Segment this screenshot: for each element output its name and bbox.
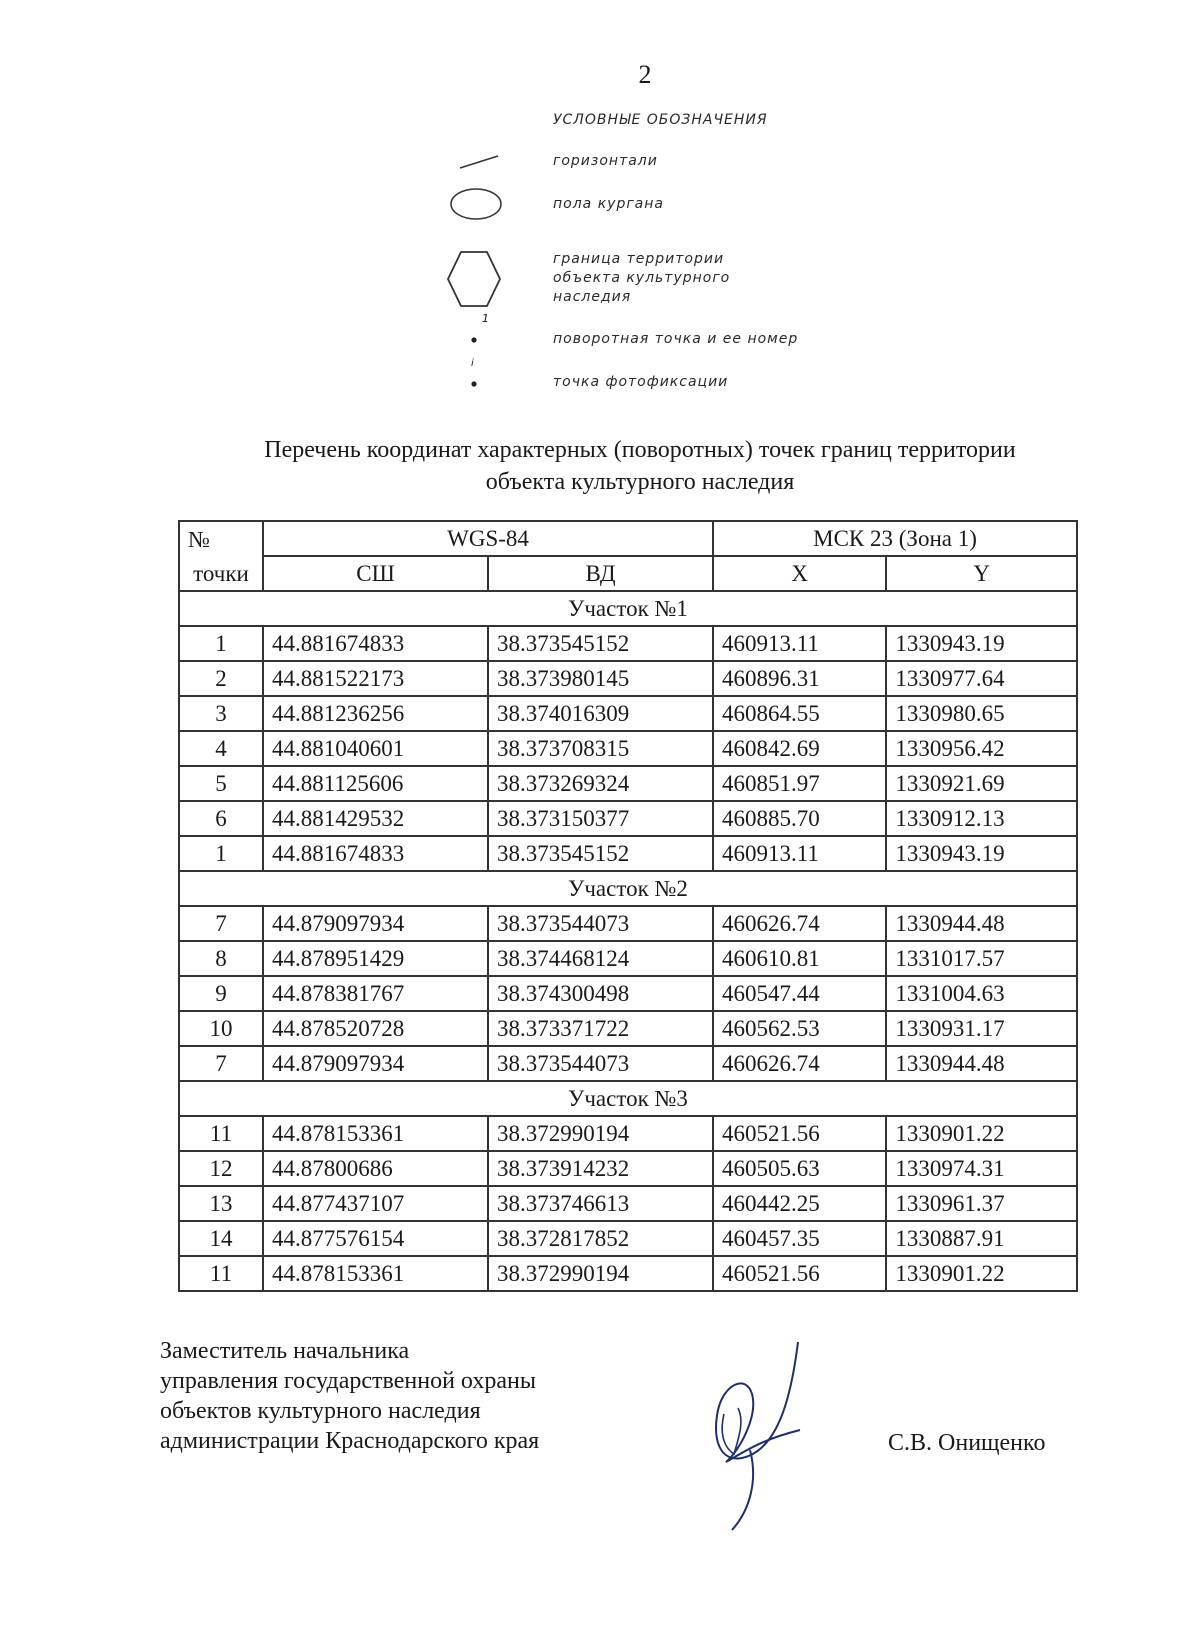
- longitude-cell: 38.373269324: [488, 766, 713, 801]
- point-number-cell: 4: [179, 731, 263, 766]
- header-latitude: СШ: [263, 556, 488, 591]
- x-cell: 460521.56: [713, 1256, 886, 1291]
- longitude-cell: 38.372817852: [488, 1221, 713, 1256]
- x-cell: 460913.11: [713, 836, 886, 871]
- section-row: [179, 871, 1077, 906]
- header-point-label: точки: [179, 556, 263, 591]
- latitude-cell: 44.87800686: [263, 1151, 488, 1186]
- table-row: [179, 1186, 1077, 1221]
- signatory-position: Заместитель начальника управления государственной охраны объектов культурного наследия администрации Краснодарского края: [160, 1338, 540, 1454]
- point-number-cell: 10: [179, 1011, 263, 1046]
- latitude-cell: 44.878381767: [263, 976, 488, 1011]
- table-subheader-row: [179, 556, 1077, 591]
- longitude-cell: 38.373746613: [488, 1186, 713, 1221]
- point-number-cell: 14: [179, 1221, 263, 1256]
- longitude-cell: 38.374300498: [488, 976, 713, 1011]
- point-number-cell: 11: [179, 1116, 263, 1151]
- section-row: [179, 591, 1077, 626]
- ellipse-icon: [446, 186, 526, 226]
- x-cell: 460457.35: [713, 1221, 886, 1256]
- section-title: Участок №2: [179, 871, 1077, 906]
- legend-title: УСЛОВНЫЕ ОБОЗНАЧЕНИЯ: [553, 112, 768, 128]
- latitude-cell: 44.881674833: [263, 626, 488, 661]
- table-row: [179, 801, 1077, 836]
- longitude-cell: 38.373150377: [488, 801, 713, 836]
- table-row: [179, 661, 1077, 696]
- header-longitude: ВД: [488, 556, 713, 591]
- header-x: X: [713, 556, 886, 591]
- longitude-cell: 38.373544073: [488, 1046, 713, 1081]
- y-cell: 1330980.65: [886, 696, 1077, 731]
- point-number-cell: 5: [179, 766, 263, 801]
- longitude-cell: 38.373544073: [488, 906, 713, 941]
- table-heading-line-1: Перечень координат характерных (поворотных) точек границ территории: [264, 437, 1016, 463]
- longitude-cell: 38.372990194: [488, 1256, 713, 1291]
- point-number-cell: 6: [179, 801, 263, 836]
- photo-point-marker: i: [471, 358, 474, 369]
- legend-label-boundary: граница территории объекта культурного наследия: [553, 251, 731, 305]
- latitude-cell: 44.877576154: [263, 1221, 488, 1256]
- longitude-cell: 38.373545152: [488, 836, 713, 871]
- point-number-cell: 11: [179, 1256, 263, 1291]
- longitude-cell: 38.374016309: [488, 696, 713, 731]
- longitude-cell: 38.373980145: [488, 661, 713, 696]
- hexagon-icon: [444, 248, 524, 314]
- longitude-cell: 38.373371722: [488, 1011, 713, 1046]
- latitude-cell: 44.881236256: [263, 696, 488, 731]
- x-cell: 460913.11: [713, 626, 886, 661]
- x-cell: 460851.97: [713, 766, 886, 801]
- table-row: [179, 1011, 1077, 1046]
- latitude-cell: 44.879097934: [263, 906, 488, 941]
- turning-point-marker: 1: [482, 312, 489, 325]
- table-header-row: [179, 521, 1077, 556]
- section-title: Участок №3: [179, 1081, 1077, 1116]
- coordinates-table: [178, 520, 1078, 1292]
- table-body: [179, 591, 1077, 1291]
- point-number-cell: 12: [179, 1151, 263, 1186]
- latitude-cell: 44.877437107: [263, 1186, 488, 1221]
- latitude-cell: 44.878951429: [263, 941, 488, 976]
- legend-label-turning-point: поворотная точка и ее номер: [553, 331, 799, 347]
- y-cell: 1330912.13: [886, 801, 1077, 836]
- longitude-cell: 38.373545152: [488, 626, 713, 661]
- table-heading: [150, 434, 1130, 498]
- photo-point-icon: [458, 358, 498, 392]
- longitude-cell: 38.374468124: [488, 941, 713, 976]
- point-number-cell: 3: [179, 696, 263, 731]
- latitude-cell: 44.878520728: [263, 1011, 488, 1046]
- point-number-cell: 7: [179, 906, 263, 941]
- y-cell: 1330901.22: [886, 1256, 1077, 1291]
- table-row: [179, 1221, 1077, 1256]
- header-point-number: №: [179, 521, 263, 556]
- y-cell: 1330956.42: [886, 731, 1077, 766]
- y-cell: 1330931.17: [886, 1011, 1077, 1046]
- section-title: Участок №1: [179, 591, 1077, 626]
- latitude-cell: 44.881522173: [263, 661, 488, 696]
- table-row: [179, 1046, 1077, 1081]
- y-cell: 1330901.22: [886, 1116, 1077, 1151]
- point-number-cell: 8: [179, 941, 263, 976]
- latitude-cell: 44.881125606: [263, 766, 488, 801]
- page-number: 2: [638, 60, 652, 89]
- point-number-cell: 1: [179, 836, 263, 871]
- x-cell: 460885.70: [713, 801, 886, 836]
- x-cell: 460505.63: [713, 1151, 886, 1186]
- x-cell: 460610.81: [713, 941, 886, 976]
- handwritten-signature: [680, 1330, 820, 1550]
- x-cell: 460896.31: [713, 661, 886, 696]
- x-cell: 460521.56: [713, 1116, 886, 1151]
- x-cell: 460626.74: [713, 906, 886, 941]
- header-wgs84: WGS-84: [263, 521, 713, 556]
- x-cell: 460842.69: [713, 731, 886, 766]
- latitude-cell: 44.879097934: [263, 1046, 488, 1081]
- turning-point-icon: [458, 314, 498, 348]
- section-row: [179, 1081, 1077, 1116]
- point-number-cell: 13: [179, 1186, 263, 1221]
- table-row: [179, 941, 1077, 976]
- point-number-cell: 9: [179, 976, 263, 1011]
- latitude-cell: 44.881040601: [263, 731, 488, 766]
- x-cell: 460626.74: [713, 1046, 886, 1081]
- table-row: [179, 626, 1077, 661]
- table-row: [179, 1116, 1077, 1151]
- legend-label-mound: пола кургана: [553, 196, 664, 212]
- latitude-cell: 44.878153361: [263, 1256, 488, 1291]
- table-row: [179, 766, 1077, 801]
- point-number-cell: 7: [179, 1046, 263, 1081]
- y-cell: 1330944.48: [886, 1046, 1077, 1081]
- contour-line-icon: [458, 152, 538, 172]
- y-cell: 1331017.57: [886, 941, 1077, 976]
- table-row: [179, 731, 1077, 766]
- table-row: [179, 696, 1077, 731]
- signatory-name: С.В. Онищенко: [888, 1430, 1046, 1456]
- y-cell: 1330944.48: [886, 906, 1077, 941]
- table-row: [179, 1151, 1077, 1186]
- table-row: [179, 906, 1077, 941]
- x-cell: 460864.55: [713, 696, 886, 731]
- x-cell: 460547.44: [713, 976, 886, 1011]
- longitude-cell: 38.373914232: [488, 1151, 713, 1186]
- y-cell: 1330977.64: [886, 661, 1077, 696]
- point-number-cell: 2: [179, 661, 263, 696]
- y-cell: 1330961.37: [886, 1186, 1077, 1221]
- y-cell: 1330921.69: [886, 766, 1077, 801]
- y-cell: 1330943.19: [886, 626, 1077, 661]
- legend-label-photo-point: точка фотофиксации: [553, 374, 729, 390]
- y-cell: 1330974.31: [886, 1151, 1077, 1186]
- y-cell: 1330887.91: [886, 1221, 1077, 1256]
- y-cell: 1330943.19: [886, 836, 1077, 871]
- point-number-cell: 1: [179, 626, 263, 661]
- x-cell: 460562.53: [713, 1011, 886, 1046]
- header-y: Y: [886, 556, 1077, 591]
- table-row: [179, 1256, 1077, 1291]
- table-row: [179, 836, 1077, 871]
- table-row: [179, 976, 1077, 1011]
- table-heading-line-2: объекта культурного наследия: [485, 469, 795, 495]
- header-msk23: МСК 23 (Зона 1): [713, 521, 1077, 556]
- latitude-cell: 44.878153361: [263, 1116, 488, 1151]
- latitude-cell: 44.881429532: [263, 801, 488, 836]
- x-cell: 460442.25: [713, 1186, 886, 1221]
- legend-label-contours: горизонтали: [553, 153, 658, 169]
- longitude-cell: 38.373708315: [488, 731, 713, 766]
- latitude-cell: 44.881674833: [263, 836, 488, 871]
- y-cell: 1331004.63: [886, 976, 1077, 1011]
- longitude-cell: 38.372990194: [488, 1116, 713, 1151]
